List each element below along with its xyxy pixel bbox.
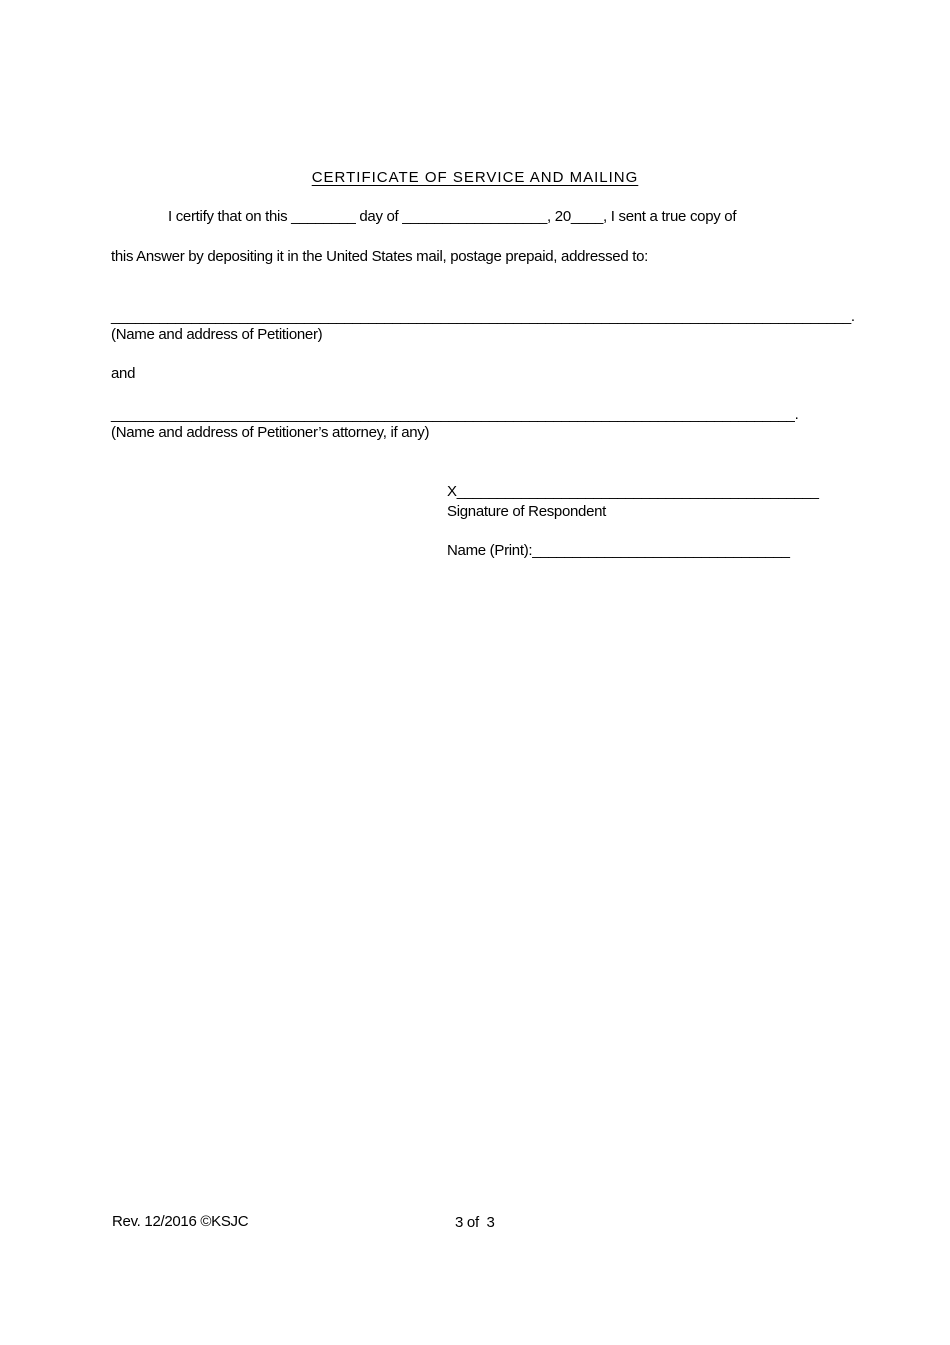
name-print-line: Name (Print):________________________________ — [447, 542, 790, 559]
page-number: 3 of 3 — [455, 1214, 495, 1231]
certify-statement: I certify that on this ________ day of __________________, 20____, I sent a true copy of — [168, 208, 737, 225]
attorney-address-label: (Name and address of Petitioner’s attorney, if any) — [111, 424, 430, 441]
document-title: CERTIFICATE OF SERVICE AND MAILING — [311, 169, 639, 186]
petitioner-address-label: (Name and address of Petitioner) — [111, 326, 323, 343]
signature-label: Signature of Respondent — [447, 503, 607, 520]
petitioner-address-blank: ____________________________________________________________________________________________. — [111, 308, 855, 325]
signature-line: X_____________________________________________ — [447, 483, 819, 500]
attorney-address-blank: _____________________________________________________________________________________. — [111, 406, 799, 423]
answer-statement: this Answer by depositing it in the United States mail, postage prepaid, addressed to: — [111, 248, 649, 265]
revision-footer: Rev. 12/2016 ©KSJC — [112, 1213, 249, 1230]
and-text: and — [111, 365, 136, 382]
